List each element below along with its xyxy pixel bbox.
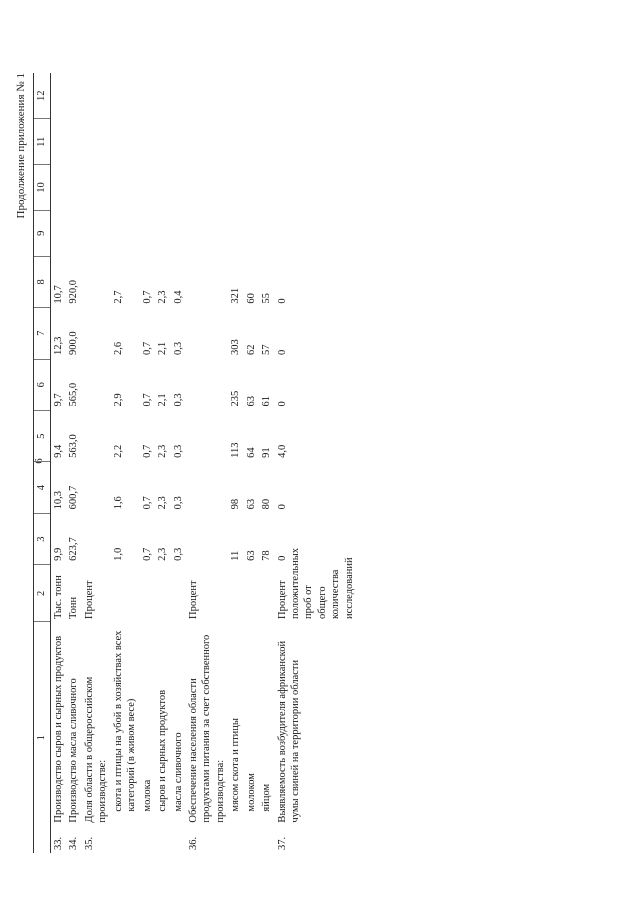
row-number (111, 826, 140, 853)
empty-cell (66, 73, 81, 119)
table-header-row (34, 73, 51, 853)
empty-cell (171, 165, 186, 211)
empty-cell (244, 73, 259, 119)
value-cell: 2,3 (157, 290, 169, 304)
row-unit: Тонн (68, 596, 80, 619)
value-cell: 0 (276, 504, 288, 510)
value-cell: 623,7 (68, 537, 80, 561)
column-header-1: 1 (34, 622, 51, 853)
row-name: молоком (245, 773, 257, 812)
row-number (244, 826, 259, 853)
row-unit (244, 565, 259, 622)
row-unit (228, 565, 243, 622)
value-cell: 1,6 (112, 496, 124, 510)
column-header-7: 7 (34, 308, 51, 359)
empty-cell (111, 73, 140, 119)
empty-cell (82, 165, 111, 211)
value-cell: 563,0 (68, 434, 80, 458)
value-cell: 2,1 (157, 341, 169, 356)
value-cell (186, 513, 228, 564)
empty-cell (66, 119, 81, 165)
rotated-page (15, 73, 455, 853)
value-cell (82, 359, 111, 410)
row-name: яйцом (261, 783, 273, 812)
column-header-10: 10 (34, 165, 51, 211)
empty-cell (171, 73, 186, 119)
table-row (51, 73, 67, 853)
row-unit (155, 565, 170, 622)
value-cell: 2,3 (157, 547, 169, 561)
empty-cell (186, 119, 228, 165)
empty-cell (140, 73, 155, 119)
value-cell: 2,3 (157, 444, 169, 458)
value-cell: 0 (276, 401, 288, 407)
empty-cell (66, 210, 81, 256)
value-cell: 0,7 (141, 444, 153, 458)
empty-cell (228, 73, 243, 119)
value-cell (82, 308, 111, 359)
value-cell: 0,4 (172, 290, 184, 304)
empty-cell (228, 119, 243, 165)
value-cell: 2,3 (157, 496, 169, 510)
value-cell: 600,7 (68, 485, 80, 510)
value-cell: 9,4 (53, 444, 64, 458)
value-cell: 0,3 (172, 393, 184, 407)
row-unit (259, 565, 274, 622)
column-header-6: 6 (34, 359, 51, 410)
value-cell: 12,3 (53, 336, 64, 356)
value-cell: 113 (230, 442, 242, 458)
column-header-11: 11 (34, 119, 51, 165)
empty-cell (155, 119, 170, 165)
value-cell: 2,1 (157, 393, 169, 407)
empty-cell (51, 210, 67, 256)
empty-cell (82, 119, 111, 165)
row-number: 33. (53, 836, 64, 850)
value-cell: 321 (230, 287, 242, 304)
empty-cell (259, 73, 274, 119)
empty-cell (140, 119, 155, 165)
empty-cell (275, 73, 358, 119)
value-cell: 57 (261, 344, 273, 356)
empty-cell (228, 165, 243, 211)
value-cell: 60 (245, 293, 257, 304)
row-unit: Тыс. тонн (53, 575, 64, 619)
value-cell: 10,3 (53, 491, 64, 510)
value-cell: 2,6 (112, 341, 124, 356)
empty-cell (51, 73, 67, 119)
table-row (82, 73, 111, 853)
value-cell: 303 (230, 339, 242, 356)
column-header-8: 8 (34, 256, 51, 307)
empty-cell (259, 165, 274, 211)
value-cell: 0,7 (141, 393, 153, 407)
table-row (186, 73, 228, 853)
table-row (66, 73, 81, 853)
row-number (155, 826, 170, 853)
row-name: Доля области в общероссийском производстве: (83, 676, 109, 823)
value-cell (82, 256, 111, 307)
value-cell: 0,3 (172, 496, 184, 510)
value-cell: 920,0 (68, 279, 80, 304)
value-cell: 0,7 (141, 496, 153, 510)
table-row (140, 73, 155, 853)
row-name: Производство масла сливочного (68, 678, 80, 823)
row-unit (111, 565, 140, 622)
value-cell: 55 (261, 293, 273, 304)
empty-cell (186, 165, 228, 211)
empty-cell (82, 210, 111, 256)
empty-cell (171, 119, 186, 165)
value-cell: 98 (230, 498, 242, 510)
table-row (155, 73, 170, 853)
value-cell: 91 (261, 447, 273, 458)
row-name: Производство сыров и сырных продуктов (53, 635, 64, 823)
value-cell: 0,3 (172, 444, 184, 458)
empty-cell (155, 165, 170, 211)
row-name: скота и птицы на убой в хозяйствах всех категорий (в живом весе) (112, 630, 138, 812)
data-table (33, 73, 357, 853)
row-number (228, 826, 243, 853)
value-cell (82, 462, 111, 513)
value-cell: 61 (261, 395, 273, 407)
empty-cell (171, 210, 186, 256)
value-cell: 63 (245, 550, 257, 561)
column-header-2: 2 (34, 565, 51, 622)
value-cell: 2,2 (112, 444, 124, 458)
empty-cell (186, 73, 228, 119)
value-cell (186, 256, 228, 307)
column-header-3: 3 (34, 513, 51, 564)
row-name: Выявляемость возбудителя африканской чумы свиней на территории области (276, 640, 301, 823)
empty-cell (111, 165, 140, 211)
value-cell: 80 (261, 498, 273, 510)
table-row (259, 73, 274, 853)
value-cell: 1,0 (112, 547, 124, 561)
value-cell: 4,0 (276, 444, 288, 458)
empty-cell (228, 210, 243, 256)
row-number: 37. (276, 836, 288, 850)
value-cell (82, 410, 111, 461)
empty-cell (275, 119, 358, 165)
row-unit: Процент положительных проб от общего количества исследований (276, 547, 355, 619)
column-header-9: 9 (34, 210, 51, 256)
row-unit: Процент (83, 580, 95, 619)
empty-cell (82, 73, 111, 119)
empty-cell (155, 73, 170, 119)
table-row (171, 73, 186, 853)
row-number: 36. (187, 836, 199, 850)
value-cell: 2,9 (112, 393, 124, 407)
empty-cell (275, 165, 358, 211)
row-name: молока (141, 779, 153, 812)
row-name: масла сливочного (172, 732, 184, 812)
table-row (244, 73, 259, 853)
value-cell: 900,0 (68, 331, 80, 356)
empty-cell (244, 165, 259, 211)
value-cell: 64 (245, 447, 257, 458)
table-row (111, 73, 140, 853)
table-row (275, 73, 358, 853)
value-cell: 62 (245, 344, 257, 356)
column-header-5: 5 (34, 410, 51, 461)
column-header-12: 12 (34, 73, 51, 119)
page-number: 6 (32, 458, 45, 464)
row-number (140, 826, 155, 853)
empty-cell (275, 210, 358, 256)
row-name: Обеспечение населения области продуктами питания за счет собственного производства: (187, 634, 226, 823)
empty-cell (244, 119, 259, 165)
empty-cell (51, 165, 67, 211)
value-cell: 10,7 (53, 285, 64, 304)
column-header-4: 4 (34, 462, 51, 513)
value-cell: 9,9 (53, 547, 64, 561)
value-cell: 0,3 (172, 341, 184, 356)
empty-cell (140, 210, 155, 256)
value-cell: 0,7 (141, 290, 153, 304)
value-cell: 63 (245, 395, 257, 407)
value-cell (186, 359, 228, 410)
value-cell: 0,3 (172, 547, 184, 561)
value-cell: 0,7 (141, 547, 153, 561)
row-number (259, 826, 274, 853)
value-cell: 2,7 (112, 290, 124, 304)
empty-cell (140, 165, 155, 211)
value-cell: 9,7 (53, 393, 64, 407)
empty-cell (51, 119, 67, 165)
value-cell: 235 (230, 390, 242, 407)
empty-cell (111, 210, 140, 256)
row-name: мясом скота и птицы (230, 718, 242, 812)
empty-cell (259, 210, 274, 256)
value-cell: 0,7 (141, 341, 153, 356)
value-cell: 78 (261, 550, 273, 561)
empty-cell (155, 210, 170, 256)
row-number: 35. (83, 836, 95, 850)
row-unit: Процент (187, 580, 199, 619)
row-unit (171, 565, 186, 622)
row-unit (140, 565, 155, 622)
empty-cell (244, 210, 259, 256)
empty-cell (66, 165, 81, 211)
appendix-caption: Продолжение приложения № 1 (15, 73, 27, 219)
empty-cell (186, 210, 228, 256)
empty-cell (111, 119, 140, 165)
value-cell: 11 (230, 550, 242, 561)
value-cell: 0 (276, 349, 288, 356)
table-row (228, 73, 243, 853)
value-cell (186, 308, 228, 359)
value-cell: 0 (276, 298, 288, 304)
value-cell (82, 513, 111, 564)
row-number (171, 826, 186, 853)
value-cell (186, 462, 228, 513)
value-cell: 565,0 (68, 382, 80, 407)
empty-cell (259, 119, 274, 165)
row-number: 34. (68, 836, 80, 850)
value-cell: 63 (245, 498, 257, 510)
row-name: сыров и сырных продуктов (157, 689, 169, 812)
value-cell: 0 (276, 555, 288, 561)
value-cell (186, 410, 228, 461)
